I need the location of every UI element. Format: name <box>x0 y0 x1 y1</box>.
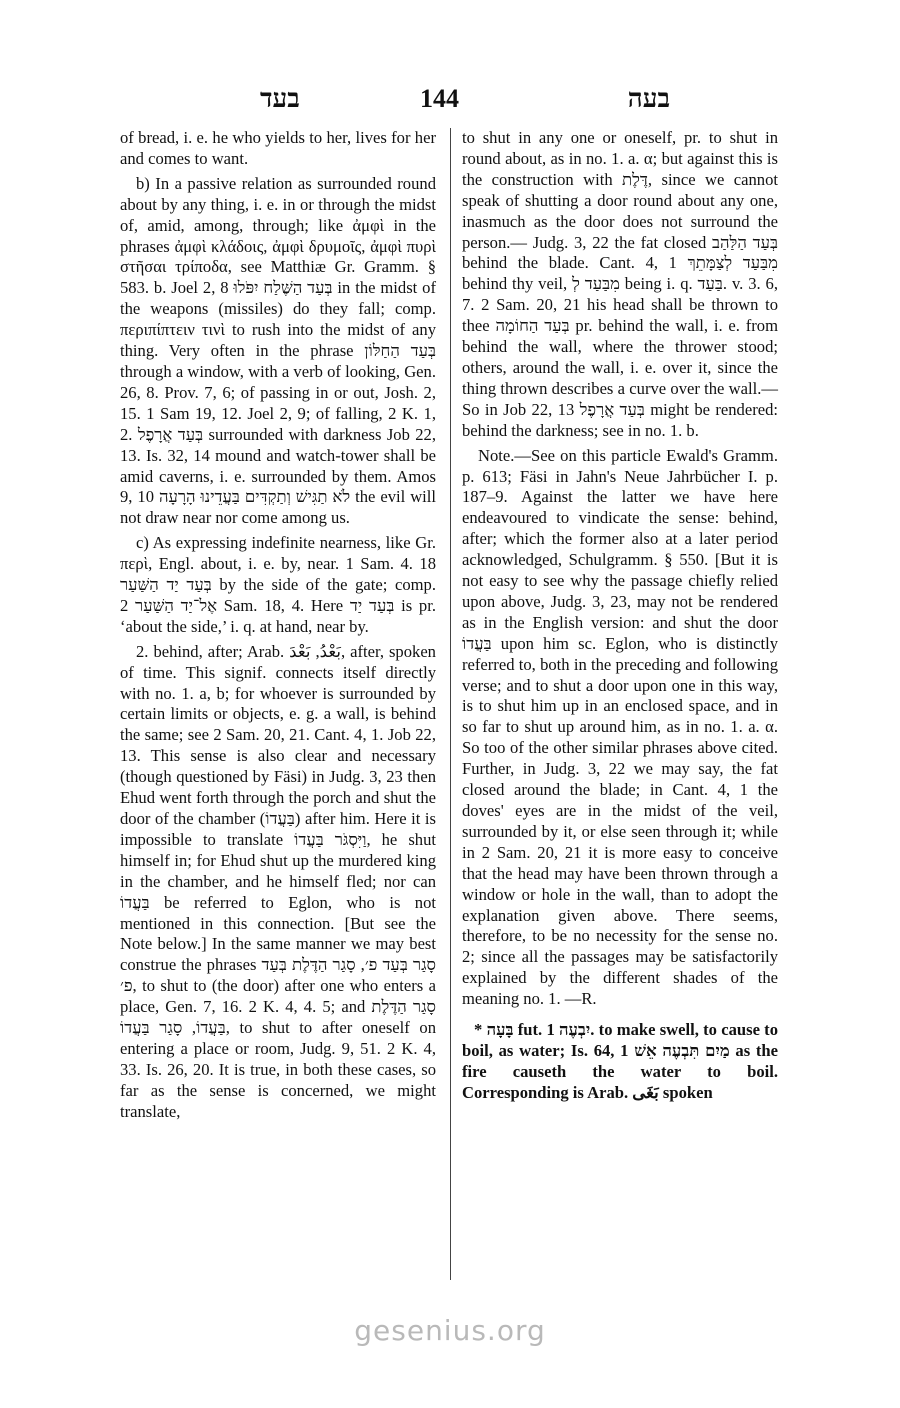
right-paragraph-1: to shut in any one or oneself, pr. to shut in round about, as in no. 1. a. α; but against this is the construction with דֶּלֶת, since we cannot speak of shutting a door round about any one, inasmuch as the door does not surround the person.— Judg. 3, 22 the fat closed בְּעַד הַלַּהַב behind the blade. Cant. 4, 1 מִבַּעַד לְצַמָּתֵךְ behind thy veil, מִבַּעַד לְ being i. q. בַּעַד. v. 3. 6, 7. 2 Sam. 20, 21 his head shall be thrown to thee בְּעַד הַחוֹמָה pr. behind the wall, i. e. from behind the wall, where the thrower stood; others, around the wall, i. e. over it, since the thing thrown describes a curve over the wall.—So in Job 22, 13 בְּעַד אֲרָפֶל might be rendered: behind the darkness; see in no. 1. b. <box>462 128 779 440</box>
right-column <box>462 128 778 1104</box>
running-head-right: בעה <box>627 84 670 113</box>
entry-baah: * בָּעָה fut. יִבְעֶה 1. to make swell, to cause to boil, as water; Is. 64, 1 מַיִם תִּבְעֶה אֵשׁ as the fire causeth the water to boil. Corresponding is Arab. بَغَى spoken <box>462 1020 779 1102</box>
left-paragraph-3: c) As expressing indefinite nearness, like Gr. περὶ, Engl. about, i. e. by, near. 1 Sam. 4. 18 בְּעַד יַד הַשַּׁעַר by the side of the gate; comp. אֶל־יַד הַשַּׁעַר 2 Sam. 18, 4. Here בְּעַד יַד is pr. ‘about the side,’ i. q. at hand, near by. <box>120 533 436 636</box>
page-number: 144 <box>420 84 459 113</box>
note-paragraph: Note.—See on this particle Ewald's Gramm. p. 613; Fäsi in Jahn's Neue Jahrbücher I. p. 187–9. Against the latter we have here endeavoured to vindicate the sense: behind, after; which the former also at a later period acknowledged, Schulgramm. § 550. [But it is not easy to see why the passage chiefly relied upon above, Judg. 3, 23, may not be rendered as in the English version: and shut the door בַּעֲדוֹ upon him sc. Eglon, who is distinctly referred to, both in the preceding and following verse; and to shut a door upon one in this way, is to shut him up in an enclosed space, and in so far to shut up around him, as in no. 1. a. α. So too of the other similar phrases above cited. Further, in Judg. 3, 22 we may say, the fat closed around the blade; in Cant. 4, 1 the doves' eyes are in the midst of the veil, surrounded by it, or else seen through it; while in 2 Sam. 20, 21 it is more easy to conceive that the head may have been thrown through a window or hole in the wall, than to adopt the explanation given above. There seems, therefore, to be no necessity for the sense no. 2; since all the passages may be satisfactorily explained by the different shades of the meaning no. 1. —R. <box>462 445 778 1009</box>
left-paragraph-1: of bread, i. e. he who yields to her, lives for her and comes to want. <box>120 128 436 168</box>
left-column <box>120 128 436 1123</box>
page-header <box>120 84 780 124</box>
left-paragraph-2: b) In a passive relation as surrounded round about by any thing, i. e. in or through the midst of, amid, among, through; like ἀμφὶ in the phrases ἀμφὶ κλάδοις, ἀμφὶ δρυμοῖς, ἀμφὶ πυρὶ στῆσαι τρίποδα, see Matthiæ Gr. Gramm. § 583. b. Joel 2, 8 בְּעַד הַשֶּׁלַח יִפֹּלוּ in the midst of the weapons (missiles) do they fall; comp. περιπίπτειν τινὶ to rush into the midst of any thing. Very often in the phrase בְּעַד הַחַלּוֹן through a window, with a verb of looking, Gen. 26, 8. Prov. 7, 6; of passing in or out, Josh. 2, 15. 1 Sam 19, 12. Joel 2, 9; of falling, 2 K. 1, 2. בְּעַד אֲרָפֶל surrounded with darkness Job 22, 13. Is. 32, 14 mound and watch-tower shall be amid caverns, i. e. surrounded by them. Amos 9, 10 לֹא תַגִּישׁ וְתַקְדִּים בַּעֲדֵינוּ הָרָעָה the evil will not draw near nor come among us. <box>120 173 437 528</box>
running-head-left: בעד <box>260 84 300 113</box>
column-divider <box>450 128 451 1280</box>
watermark: gesenius.org <box>354 1314 546 1347</box>
left-paragraph-4: 2. behind, after; Arab. بَعْدُ, بَعْدَ, after, spoken of time. This signif. connects itself directly with no. 1. a, b; for whoever is surrounded by certain limits or objects, e. g. a wall, is behind the same; see 2 Sam. 20, 21. Cant. 4, 1. Job 22, 13. This sense is also clear and necessary (though questioned by Fäsi) in Judg. 3, 23 then Ehud went forth through the porch and shut the door of the chamber (בַּעֲדוֹ) after him. Here it is impossible to translate וַיִּסְגֹּר בַּעֲדוֹ, he shut himself in; for Ehud shut up the murdered king in the chamber, and he himself fled; nor can בַּעֲדוֹ be referred to Eglon, who is not mentioned in this connection. [But see the Note below.] In the same manner we may best construe the phrases סָגַר בְּעַד פ׳, סָגַר הַדֶּלֶת בְּעַד פ׳, to shut to (the door) after one who enters a place, Gen. 7, 16. 2 K. 4, 4. 5; and סָגַר הַדֶּלֶת בַּעֲדוֹ, סָגַר בַּעֲדוֹ, to shut to after oneself on entering a place or room, Judg. 9, 51. 2 K. 4, 33. Is. 26, 20. It is true, in both these cases, so far as the sense is concerned, we might translate, <box>120 641 436 1121</box>
